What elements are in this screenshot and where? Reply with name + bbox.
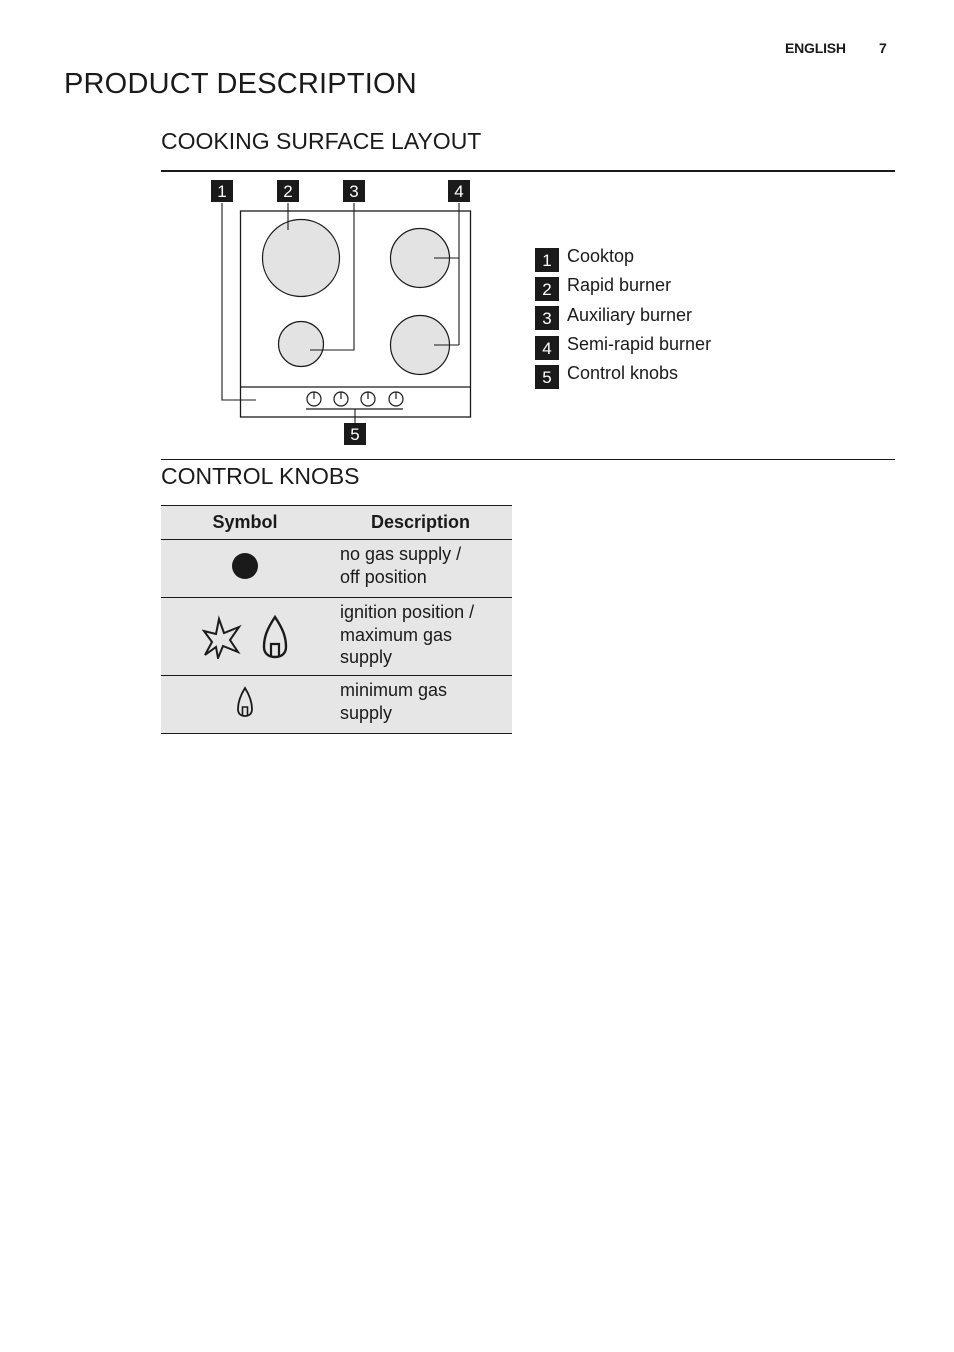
callout-1 bbox=[211, 180, 233, 202]
svg-text:3: 3 bbox=[349, 182, 359, 201]
description-line: minimum gas bbox=[340, 680, 448, 700]
section-title-control-knobs: CONTROL KNOBS bbox=[161, 463, 360, 489]
callout-5 bbox=[344, 423, 366, 445]
svg-text:2: 2 bbox=[283, 182, 293, 201]
callout-4 bbox=[448, 180, 470, 202]
legend-item bbox=[535, 271, 711, 300]
section-rule-bottom bbox=[161, 459, 895, 460]
table-header-row bbox=[161, 506, 512, 540]
column-header-symbol: Symbol bbox=[161, 506, 329, 540]
table-row bbox=[161, 676, 512, 734]
large-flame-icon bbox=[262, 615, 288, 659]
legend-label: Cooktop bbox=[567, 246, 635, 267]
legend-item bbox=[535, 301, 711, 330]
legend-label: Auxiliary burner bbox=[567, 304, 693, 325]
symbol-cell bbox=[161, 676, 329, 734]
symbol-cell bbox=[161, 598, 329, 676]
column-header-description: Description bbox=[329, 506, 512, 540]
legend-label: Control knobs bbox=[567, 363, 679, 384]
legend-item bbox=[535, 330, 711, 359]
legend-number: 2 bbox=[535, 277, 559, 301]
callout-2 bbox=[277, 180, 299, 202]
legend-number: 4 bbox=[535, 336, 559, 360]
section-rule-top bbox=[161, 170, 895, 172]
section-title-cooking-surface-layout: COOKING SURFACE LAYOUT bbox=[161, 128, 482, 154]
description-line: supply bbox=[340, 702, 393, 723]
header-language: ENGLISH bbox=[785, 40, 846, 56]
control-knobs-shape bbox=[306, 392, 403, 409]
page-number: 7 bbox=[879, 40, 887, 56]
svg-text:5: 5 bbox=[350, 425, 360, 444]
description-line: ignition position / bbox=[340, 602, 475, 622]
ignition-spark-icon bbox=[202, 615, 244, 659]
legend-number: 5 bbox=[535, 365, 559, 389]
svg-text:1: 1 bbox=[217, 182, 227, 201]
legend-item bbox=[535, 359, 711, 388]
description-line: no gas supply / bbox=[340, 544, 462, 564]
legend-label: Semi-rapid burner bbox=[567, 334, 712, 355]
description-line: maximum gas bbox=[340, 624, 453, 645]
filled-circle-icon bbox=[230, 551, 260, 581]
description-cell bbox=[329, 540, 512, 598]
description-line: supply bbox=[340, 647, 393, 667]
symbol-cell bbox=[161, 540, 329, 598]
cooktop-diagram bbox=[200, 176, 490, 450]
svg-text:4: 4 bbox=[454, 182, 464, 201]
rapid-burner-shape bbox=[263, 220, 340, 297]
description-cell bbox=[329, 598, 512, 676]
control-knobs-table bbox=[161, 505, 512, 734]
legend-item bbox=[535, 242, 711, 271]
description-cell bbox=[329, 676, 512, 734]
legend-number: 3 bbox=[535, 306, 559, 330]
table-row bbox=[161, 598, 512, 676]
auxiliary-burner-shape bbox=[279, 322, 324, 367]
small-flame-icon bbox=[236, 686, 254, 718]
description-line: off position bbox=[340, 566, 427, 587]
table-row bbox=[161, 540, 512, 598]
legend-label: Rapid burner bbox=[567, 275, 672, 296]
diagram-legend bbox=[535, 242, 711, 388]
callout-3 bbox=[343, 180, 365, 202]
page-title: PRODUCT DESCRIPTION bbox=[64, 68, 417, 100]
legend-number: 1 bbox=[535, 248, 559, 272]
